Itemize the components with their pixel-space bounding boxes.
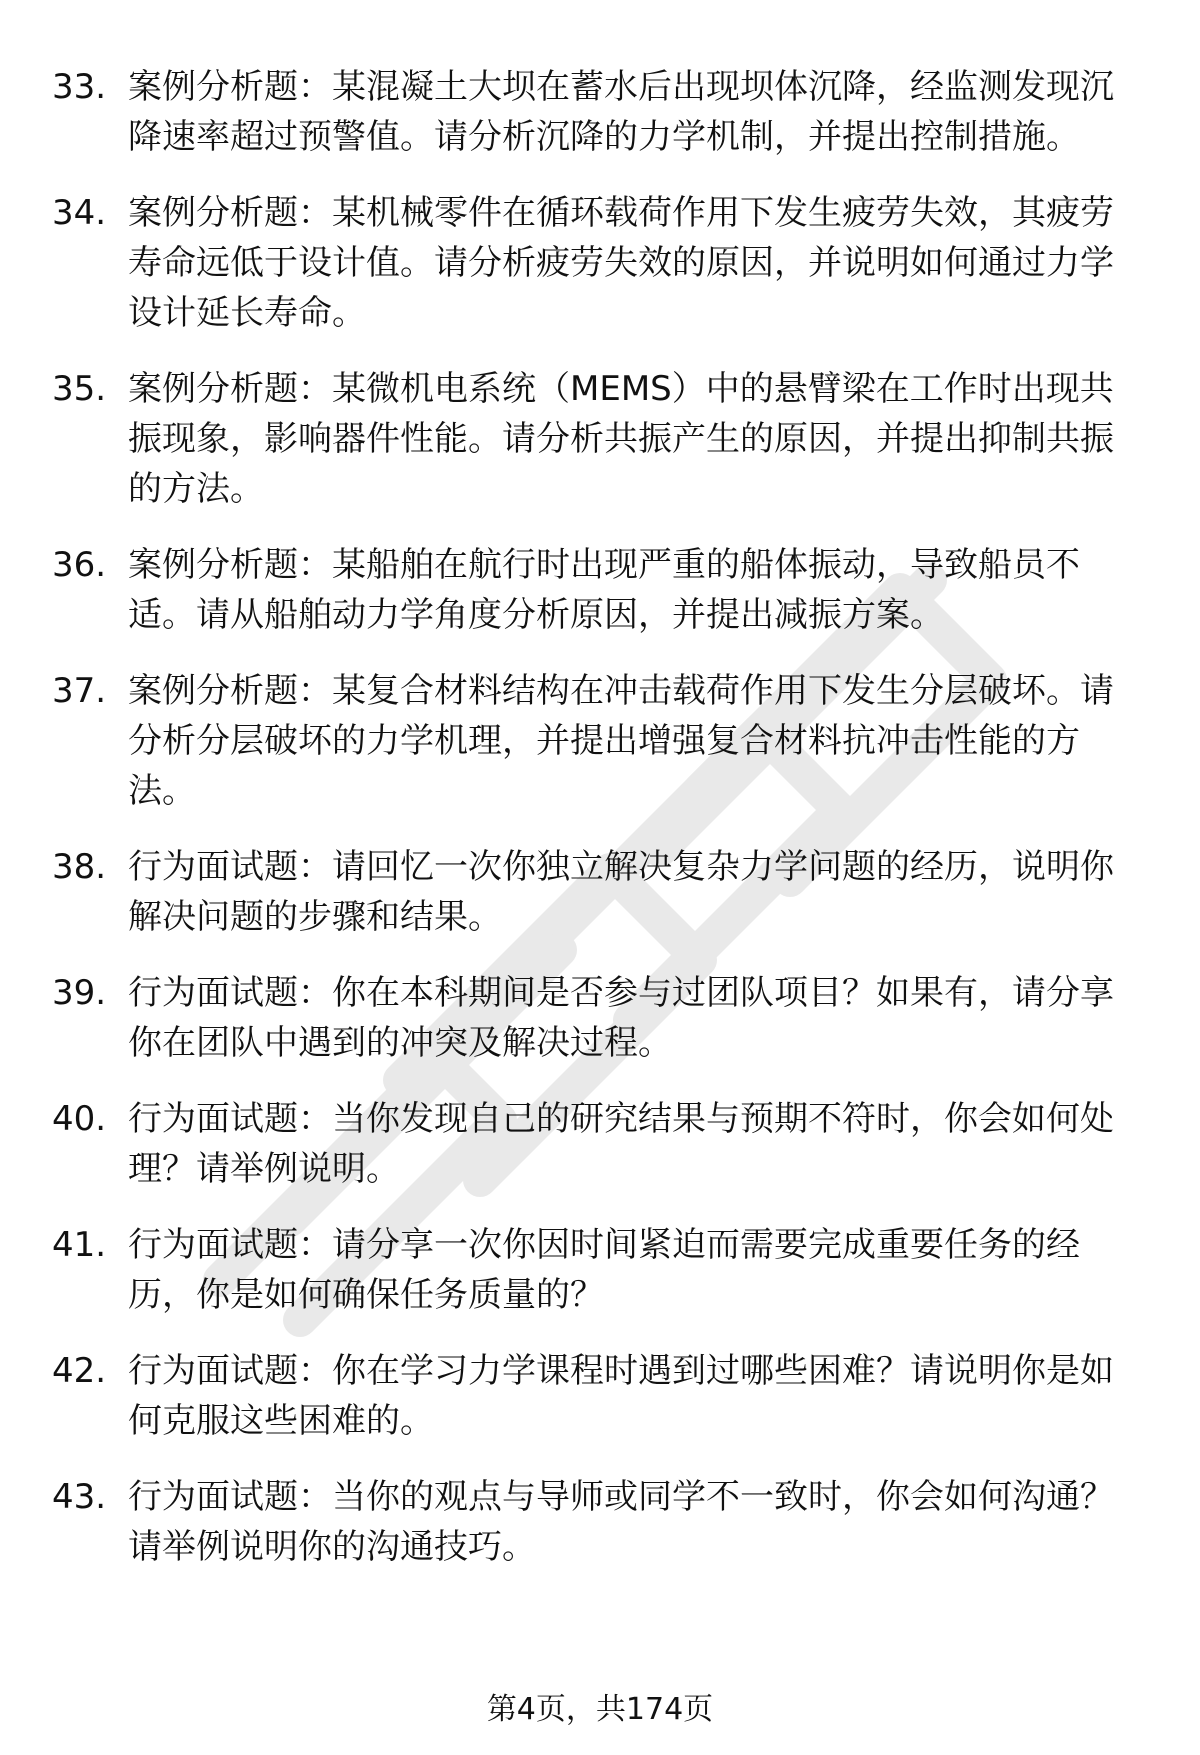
list-item	[52, 62, 1142, 162]
question-number: 39.	[52, 973, 107, 1013]
list-item	[52, 364, 1142, 514]
list-item	[52, 1220, 1142, 1320]
question-text: 行为面试题：你在本科期间是否参与过团队项目？如果有，请分享你在团队中遇到的冲突及解决过程。	[128, 973, 1114, 1063]
question-text: 案例分析题：某微机电系统（MEMS）中的悬臂梁在工作时出现共振现象，影响器件性能。请分析共振产生的原因，并提出抑制共振的方法。	[128, 369, 1114, 509]
question-number: 42.	[52, 1351, 107, 1391]
question-text: 行为面试题：当你发现自己的研究结果与预期不符时，你会如何处理？请举例说明。	[128, 1099, 1114, 1189]
question-text: 案例分析题：某混凝土大坝在蓄水后出现坝体沉降，经监测发现沉降速率超过预警值。请分析沉降的力学机制，并提出控制措施。	[128, 67, 1114, 157]
list-item	[52, 666, 1142, 816]
question-number: 40.	[52, 1099, 107, 1139]
question-number: 37.	[52, 671, 107, 711]
question-text: 案例分析题：某机械零件在循环载荷作用下发生疲劳失效，其疲劳寿命远低于设计值。请分析疲劳失效的原因，并说明如何通过力学设计延长寿命。	[128, 193, 1114, 333]
question-text: 案例分析题：某船舶在航行时出现严重的船体振动，导致船员不适。请从船舶动力学角度分析原因，并提出减振方案。	[128, 545, 1080, 635]
question-number: 35.	[52, 369, 107, 409]
list-item	[52, 188, 1142, 338]
question-text: 行为面试题：请分享一次你因时间紧迫而需要完成重要任务的经历，你是如何确保任务质量的？	[128, 1225, 1080, 1315]
question-text: 行为面试题：你在学习力学课程时遇到过哪些困难？请说明你是如何克服这些困难的。	[128, 1351, 1114, 1441]
list-item	[52, 842, 1142, 942]
question-number: 36.	[52, 545, 107, 585]
question-number: 38.	[52, 847, 107, 887]
question-number: 41.	[52, 1225, 107, 1265]
list-item	[52, 968, 1142, 1068]
question-text: 案例分析题：某复合材料结构在冲击载荷作用下发生分层破坏。请分析分层破坏的力学机理，并提出增强复合材料抗冲击性能的方法。	[128, 671, 1114, 811]
page-number-footer: 第4页，共174页	[486, 1692, 714, 1727]
question-text: 行为面试题：请回忆一次你独立解决复杂力学问题的经历，说明你解决问题的步骤和结果。	[128, 847, 1114, 937]
question-number: 43.	[52, 1477, 107, 1517]
list-item	[52, 540, 1142, 640]
list-item	[52, 1094, 1142, 1194]
question-number: 33.	[52, 67, 107, 107]
list-item	[52, 1472, 1142, 1572]
list-item	[52, 1346, 1142, 1446]
question-number: 34.	[52, 193, 107, 233]
question-list	[52, 62, 1142, 1598]
question-text: 行为面试题：当你的观点与导师或同学不一致时，你会如何沟通？请举例说明你的沟通技巧。	[128, 1477, 1114, 1567]
